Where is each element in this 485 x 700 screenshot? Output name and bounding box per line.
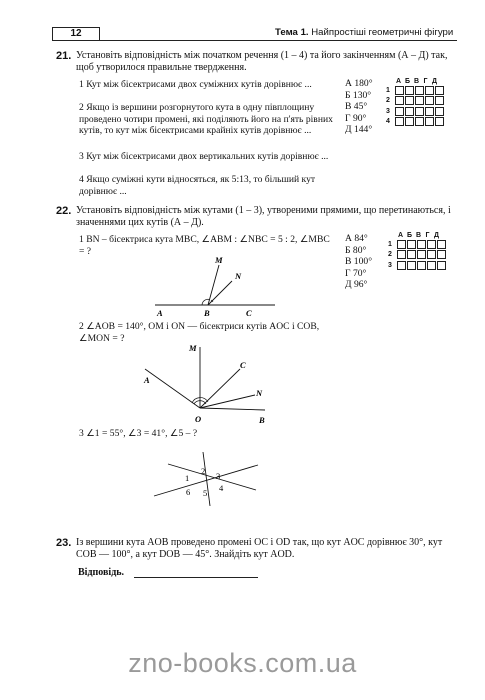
ray-on — [200, 395, 255, 408]
q22-option-b: Б 80° — [345, 244, 367, 256]
answer-cell[interactable] — [397, 240, 406, 249]
q22-option-a: А 84° — [345, 233, 368, 244]
answer-cell[interactable] — [427, 261, 436, 270]
angle-1: 1 — [185, 473, 190, 483]
q21-grid-rownum: 2 — [386, 97, 390, 105]
answer-cell[interactable] — [417, 240, 426, 249]
q21-answer-grid — [386, 78, 444, 127]
topic-header — [275, 27, 457, 38]
ray-ob — [200, 408, 265, 410]
q22-grid-letter: А — [397, 232, 404, 239]
q21-grid-row — [386, 117, 444, 128]
answer-cell[interactable] — [415, 117, 424, 126]
angle-3: 3 — [216, 471, 221, 481]
q21-grid-letter: А — [395, 78, 402, 85]
label-a: A — [157, 308, 163, 318]
q21-grid-rownum: 3 — [386, 107, 390, 115]
q21-grid-letter: Д — [432, 78, 437, 85]
watermark: zno-books.com.ua — [128, 648, 357, 678]
answer-cell[interactable] — [427, 240, 436, 249]
q22-grid-letter: Г — [425, 232, 430, 239]
angle-6: 6 — [186, 487, 191, 497]
page-number: 12 — [52, 27, 100, 41]
answer-cell[interactable] — [435, 117, 444, 126]
q22-item-3: 3 ∠1 = 55°, ∠3 = 41°, ∠5 – ? — [79, 428, 198, 439]
answer-cell[interactable] — [437, 240, 446, 249]
figure-3-intersecting-lines — [148, 450, 268, 508]
answer-cell[interactable] — [405, 107, 414, 116]
q21-option-a: А 180° — [345, 78, 373, 89]
figure-1-angle-mbc — [150, 252, 280, 322]
q22-option-v: В 100° — [345, 256, 373, 268]
answer-cell[interactable] — [437, 250, 446, 259]
q22-option-d: Д 96° — [345, 279, 368, 291]
answer-cell[interactable] — [425, 107, 434, 116]
answer-cell[interactable] — [425, 86, 434, 95]
answer-label: Відповідь. — [78, 567, 125, 578]
q21-grid-row — [386, 106, 444, 117]
q21-grid-letter: В — [413, 78, 420, 85]
q21-option-g: Г 90° — [345, 112, 367, 124]
q21-item-3: 3 Кут між бісектрисами двох вертикальних кутів дорівнює ... — [79, 151, 329, 162]
answer-cell[interactable] — [395, 86, 404, 95]
q21-options — [345, 78, 373, 136]
answer-cell[interactable] — [407, 250, 416, 259]
answer-cell[interactable] — [405, 86, 414, 95]
q21-grid-rownum: 4 — [386, 118, 390, 126]
q22-number: 22. — [56, 205, 72, 217]
answer-cell[interactable] — [407, 261, 416, 270]
q22-grid-rownum: 2 — [388, 251, 392, 259]
header-rule — [52, 40, 457, 41]
answer-cell[interactable] — [397, 261, 406, 270]
q22-grid-header — [396, 232, 446, 239]
ray-oa — [145, 369, 200, 408]
label-m: M — [215, 255, 223, 265]
q22-answer-grid — [388, 232, 446, 271]
q22-text: Установіть відповідність між кутами (1 – 3), утвореними прямими, що перетинаються, і значеннями цих кутів (А – Д). — [76, 205, 451, 228]
q21-option-d: Д 144° — [345, 124, 373, 136]
label-b: B — [259, 415, 265, 425]
topic-title: Найпростіші геометричні фігури — [311, 27, 454, 38]
answer-cell[interactable] — [427, 250, 436, 259]
answer-cell[interactable] — [435, 107, 444, 116]
answer-cell[interactable] — [425, 96, 434, 105]
q22-grid-letter: В — [415, 232, 422, 239]
angle-2: 2 — [201, 466, 206, 476]
answer-cell[interactable] — [397, 250, 406, 259]
q22-grid-letter: Б — [406, 232, 413, 239]
answer-cell[interactable] — [435, 86, 444, 95]
answer-cell[interactable] — [395, 96, 404, 105]
q21-number: 21. — [56, 50, 72, 62]
answer-cell[interactable] — [415, 86, 424, 95]
figure-2-angle-aob — [135, 341, 275, 431]
q22-item-2: 2 ∠AOB = 140°, OM і ON — бісектриси кутів AOC і COB, ∠MON = ? — [79, 321, 320, 344]
q21-option-v: В 45° — [345, 101, 368, 113]
label-c: C — [240, 360, 246, 370]
q21-grid-row — [386, 85, 444, 96]
topic-prefix: Тема 1. — [275, 27, 309, 38]
answer-cell[interactable] — [425, 117, 434, 126]
label-m: M — [189, 343, 197, 353]
answer-cell[interactable] — [417, 250, 426, 259]
q22-grid-letter: Д — [434, 232, 439, 239]
q21-grid-row — [386, 96, 444, 107]
angle-4: 4 — [219, 483, 224, 493]
q22-options — [345, 233, 372, 291]
answer-cell[interactable] — [405, 96, 414, 105]
angle-5: 5 — [203, 488, 208, 498]
answer-cell[interactable] — [415, 107, 424, 116]
q21-grid-letter: Г — [423, 78, 428, 85]
answer-cell[interactable] — [435, 96, 444, 105]
answer-cell[interactable] — [405, 117, 414, 126]
q22-grid-row — [388, 260, 446, 271]
answer-cell[interactable] — [437, 261, 446, 270]
answer-cell[interactable] — [395, 107, 404, 116]
q22-grid-row — [388, 239, 446, 250]
line-2 — [168, 464, 256, 490]
q21-text: Установіть відповідність між початком речення (1 – 4) та його закінченням (А – Д) так, щоб утворилося правильне твердження. — [76, 50, 448, 73]
q21-item-2: 2 Якщо із вершини розгорнутого кута в одну півплощину проведено чотири промені, які поділяють його на п'ять рівних кутів, то кут між бісектрисами крайніх кутів дорівнює ... — [79, 102, 333, 137]
q22-option-g: Г 70° — [345, 267, 367, 279]
q22-grid-rownum: 1 — [388, 240, 392, 248]
q22-item-1: 1 BN – бісектриса кута MBC, ∠ABM : ∠NBC = 5 : 2, ∠MBC = ? — [79, 234, 330, 257]
answer-input-line[interactable] — [134, 567, 258, 578]
answer-cell[interactable] — [395, 117, 404, 126]
q21-item-4: 4 Якщо суміжні кути відносяться, як 5:13, то більший кут дорівнює ... — [79, 174, 316, 197]
label-c: C — [246, 308, 252, 318]
q22-grid-row — [388, 250, 446, 261]
q21-option-b: Б 130° — [345, 89, 372, 101]
label-b: B — [204, 308, 210, 318]
q21-grid-header — [394, 78, 444, 85]
q22-grid-rownum: 3 — [388, 261, 392, 269]
label-n: N — [256, 388, 263, 398]
q23-number: 23. — [56, 537, 72, 549]
q21-grid-letter: Б — [404, 78, 411, 85]
ray-oc — [200, 369, 240, 408]
answer-cell[interactable] — [407, 240, 416, 249]
answer-cell[interactable] — [417, 261, 426, 270]
label-o: O — [195, 414, 202, 424]
q23-text: Із вершини кута AOB проведено промені OC і OD так, що кут AOC дорівнює 30°, кут COB — 100°, а кут DOB — 45°. Знайдіть кут AOD. — [76, 537, 443, 560]
answer-cell[interactable] — [415, 96, 424, 105]
label-n: N — [235, 271, 242, 281]
q21-item-1: 1 Кут між бісектрисами двох суміжних кутів дорівнює ... — [79, 79, 312, 90]
q21-grid-rownum: 1 — [386, 86, 390, 94]
label-a: A — [144, 375, 150, 385]
